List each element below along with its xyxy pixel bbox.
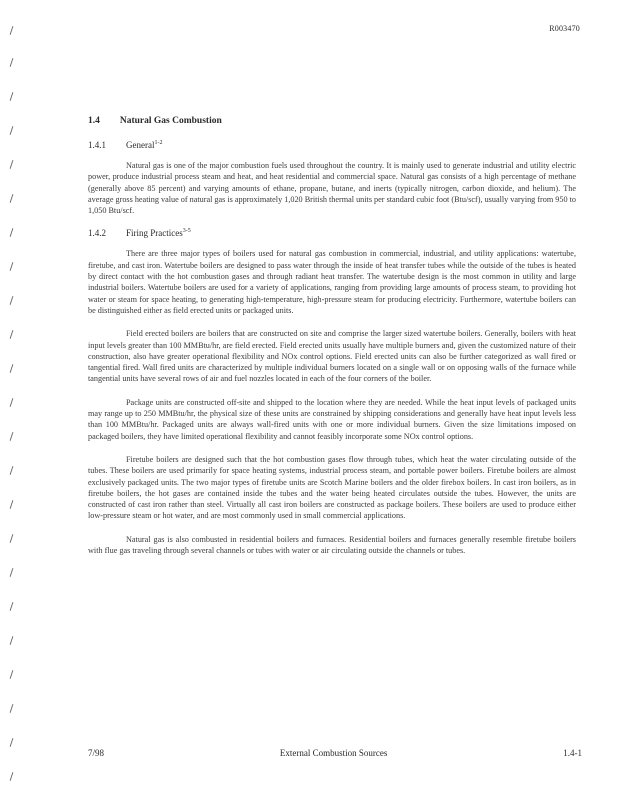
paragraph: There are three major types of boilers used for natural gas combustion in commercial, industrial, and utility applications: watertube, firetube, and cast iron. Watertube boilers are designed to pass water through the inside of heat transfer tubes while the outside of the tubes is heated by direct contact with the hot combustion gases and through radiant heat transfer. The watertube design is the most common in utility and large industrial boilers. Watertube boilers are used for a variety of applications, ranging from providing large amounts of process steam, to providing hot water or steam for space heating, to generating high-temperature, high-pressure steam for producing electricity. Furthermore, watertube boilers can be distinguished either as field erected units or packaged units. (88, 249, 576, 315)
subsection-reference: 1-2 (154, 140, 163, 146)
binder-mark (10, 160, 14, 169)
subsection-heading-firing-practices (88, 228, 576, 238)
paragraph: Natural gas is also combusted in residential boilers and furnaces. Residential boilers and furnaces generally resemble firetube boilers with flue gas traveling through several channels or tubes with water or air circulating outside the channels or tubes. (88, 534, 576, 556)
binder-mark (10, 92, 14, 101)
binder-mark (10, 126, 14, 135)
paragraph: Field erected boilers are boilers that are constructed on site and comprise the larger sized watertube boilers. Generally, boilers with heat input levels greater than 100 MMBtu/hr, are field erected. Field erected units usually have multiple burners and, given the customized nature of their construction, also have greater operational flexibility and NOx control options. Field erected units can also be further categorized as wall fired or tangential fired. Wall fired units are characterized by multiple individual burners located on a single wall or on opposing walls of the furnace while tangential units have several rows of air and fuel nozzles located in each of the four corners of the boiler. (88, 329, 576, 384)
binder-mark (10, 262, 14, 271)
section-number: 1.4 (88, 116, 100, 126)
binder-mark (10, 58, 14, 67)
binder-mark (10, 636, 14, 645)
binder-mark (10, 364, 14, 373)
binder-mark (10, 670, 14, 679)
binder-mark (10, 568, 14, 577)
binder-mark (10, 534, 14, 543)
footer-title: External Combustion Sources (279, 748, 388, 758)
paragraph: Firetube boilers are designed such that the hot combustion gases flow through tubes, which heat the water circulating outside of the tubes. These boilers are used primarily for space heating systems, industrial process steam, and portable power boilers. Firetube boilers are almost exclusively packaged units. The two major types of firetube units are Scotch Marine boilers and the older firebox boilers. In cast iron boilers, as in firetube boilers, the hot gases are contained inside the tubes and the water being heated circulates outside the tubes. However, the units are constructed of cast iron rather than steel. Virtually all cast iron boilers are constructed as package boilers. These boilers are used to produce either low-pressure steam or hot water, and are most commonly used in small commercial applications. (88, 454, 576, 521)
paragraph: Package units are constructed off-site and shipped to the location where they are needed. While the heat input levels of packaged units may range up to 250 MMBtu/hr, the physical size of these units are constrained by shipping considerations and generally have heat input levels less than 100 MMBtu/hr. Packaged units are always wall-fired units with one or more individual burners. Given the size limitations imposed on packaged boilers, they have limited operational flexibility and cannot feasibly incorporate some NOx control options. (88, 397, 576, 441)
page-number: 1.4-1 (563, 748, 582, 758)
binder-mark (10, 738, 14, 747)
document-body (88, 116, 576, 568)
page-footer (88, 748, 582, 758)
subsection-heading-general (88, 140, 576, 150)
binder-mark (10, 228, 14, 237)
binder-mark (10, 500, 14, 509)
document-id: R003470 (549, 24, 580, 33)
subsection-number: 1.4.1 (88, 140, 106, 150)
subsection-number: 1.4.2 (88, 228, 106, 239)
binder-mark (10, 772, 14, 781)
binder-mark (10, 26, 14, 35)
binder-mark (10, 466, 14, 475)
section-title: Natural Gas Combustion (119, 116, 222, 126)
footer-date: 7/98 (88, 748, 105, 758)
binder-mark (10, 296, 14, 305)
binder-mark (10, 432, 14, 441)
binder-mark (10, 602, 14, 611)
section-heading (88, 116, 576, 126)
paragraph: Natural gas is one of the major combustion fuels used throughout the country. It is mainly used to generate industrial and utility electric power, produce industrial process steam and heat, and heat residential and commercial space. Natural gas consists of a high percentage of methane (generally above 85 percent) and varying amounts of ethane, propane, butane, and inerts (typically nitrogen, carbon dioxide, and helium). The average gross heating value of natural gas is approximately 1,020 British thermal units per standard cubic foot (Btu/scf), usually varying from 950 to 1,050 Btu/scf. (88, 161, 576, 216)
binder-mark (10, 398, 14, 407)
binder-edge (4, 0, 20, 800)
subsection-title: General (126, 140, 155, 150)
binder-mark (10, 194, 14, 203)
subsection-reference: 3-5 (182, 228, 191, 235)
binder-mark (10, 330, 14, 339)
subsection-title: Firing Practices (126, 228, 183, 239)
binder-mark (10, 704, 14, 713)
